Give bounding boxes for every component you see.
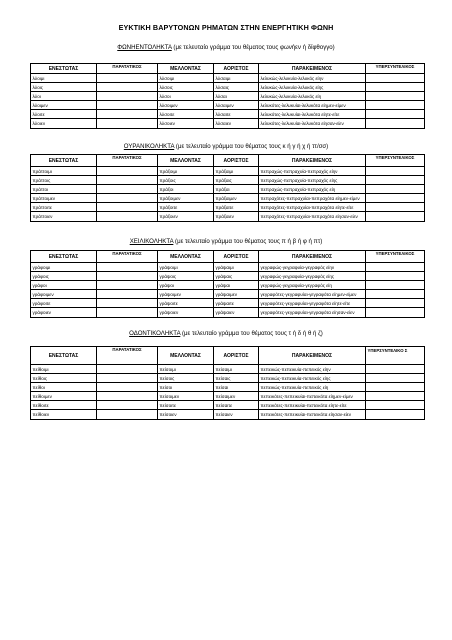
header-present: ΕΝΕΣΤΩΤΑΣ [31,251,97,263]
table-row [31,383,425,392]
cell-perfect: γεγραφότες-γεγραφυίαι-γεγραφότα είημεν-είμεν [259,290,366,299]
cell-pluperfect [366,203,425,212]
cell-perfect: πεπεικότες-πεπεικυίαι-πεπεικότα είημεν-είμεν [259,392,366,401]
cell-perfect: γεγραφότες-γεγραφυίαι-γεγραφότα είητε-είτε [259,299,366,308]
cell-perfect: γεγραφώς-γεγραφυία-γεγραφός είη [259,281,366,290]
cell-perfect: λελυκότες-λελυκυίαι-λελυκότα είημεν-είμεν [259,101,366,110]
cell-perfect: πεπεικώς-πεπεικυία-πεπεικός είη [259,383,366,392]
cell-present: γράφοιεν [31,308,97,317]
header-perfect: ΠΑΡΑΚΕΙΜΕΝΟΣ [259,64,366,74]
cell-present: πείθοις [31,374,97,383]
header-future: ΜΕΛΛΟΝΤΑΣ [158,64,214,74]
table-row [31,185,425,194]
header-pluperfect: ΥΠΕΡΣΥΝΤΕΛΙΚΟΣ [366,64,425,74]
section-heading-description: (με τελευταίο γράμμα του θέματος τους π ή β ή φ ή πτ) [173,238,323,245]
table-row [31,410,425,419]
table-row [31,392,425,401]
cell-future: γράψοι [158,281,214,290]
table-row [31,74,425,83]
cell-imperfect [97,383,158,392]
cell-future: πείσοι [158,383,214,392]
cell-aorist: γράψαιμεν [214,290,259,299]
table-header-row [31,155,425,167]
cell-pluperfect [366,185,425,194]
cell-present: πράττοιτε [31,203,97,212]
cell-future: πείσοιτε [158,401,214,410]
cell-aorist: γράψαι [214,281,259,290]
cell-aorist: γράψαιεν [214,308,259,317]
table-row [31,281,425,290]
cell-present: λύοιμι [31,74,97,83]
cell-present: πράττοι [31,185,97,194]
header-imperfect: ΠΑΡΑΤΑΤΙΚΟΣ [97,251,158,263]
cell-aorist: πράξαι [214,185,259,194]
cell-imperfect [97,263,158,272]
cell-present: λύοι [31,92,97,101]
cell-pluperfect [366,410,425,419]
cell-future: πράξοις [158,176,214,185]
cell-present: γράφοιτε [31,299,97,308]
cell-present: πράττοιμι [31,167,97,176]
cell-perfect: πεπεικώς-πεπεικυία-πεπεικός είην [259,365,366,374]
cell-future: λύσοιεν [158,119,214,128]
cell-present: γράφοι [31,281,97,290]
cell-future: λύσοι [158,92,214,101]
conjugation-table-vowel-stems [30,63,425,129]
cell-perfect: πεπραχώς-πεπραχυία-πεπραχός είην [259,167,366,176]
cell-pluperfect [366,281,425,290]
table-row [31,203,425,212]
cell-perfect: πεπραχώς-πεπραχυία-πεπραχός είης [259,176,366,185]
cell-future: γράψοιεν [158,308,214,317]
section-heading-description: (με τελευταίο γράμμα του θέματος τους κ ή γ ή χ ή ττ/σσ) [174,143,329,150]
table-header-row [31,251,425,263]
cell-aorist: γράψαιμι [214,263,259,272]
cell-present: πείθοιτε [31,401,97,410]
cell-aorist: λύσαιμεν [214,101,259,110]
cell-future: πείσοιεν [158,410,214,419]
cell-imperfect [97,203,158,212]
cell-present: πείθοιεν [31,410,97,419]
cell-present: λύοιεν [31,119,97,128]
header-aorist: ΑΟΡΙΣΤΟΣ [214,64,259,74]
header-imperfect: ΠΑΡΑΤΑΤΙΚΟΣ [97,155,158,167]
cell-pluperfect [366,383,425,392]
header-future: ΜΕΛΛΟΝΤΑΣ [158,347,214,365]
cell-future: πράξοιεν [158,212,214,221]
conjugation-table-dental-stems [30,346,425,420]
conjugation-table-velar-stems [30,154,425,222]
table-row [31,212,425,221]
cell-pluperfect [366,92,425,101]
cell-pluperfect [366,119,425,128]
header-aorist: ΑΟΡΙΣΤΟΣ [214,155,259,167]
cell-aorist: γράψαιτε [214,299,259,308]
header-perfect: ΠΑΡΑΚΕΙΜΕΝΟΣ [259,251,366,263]
cell-pluperfect [366,290,425,299]
cell-future: πείσοιμι [158,365,214,374]
cell-pluperfect [366,110,425,119]
cell-perfect: πεπραχότες-πεπραχυίαι-πεπραχότα είητε-είτε [259,203,366,212]
header-perfect: ΠΑΡΑΚΕΙΜΕΝΟΣ [259,347,366,365]
cell-aorist: πείσαιεν [214,410,259,419]
cell-future: λύσοιμι [158,74,214,83]
cell-perfect: γεγραφώς-γεγραφυία-γεγραφός είης [259,272,366,281]
table-row [31,263,425,272]
cell-future: πείσοις [158,374,214,383]
cell-perfect: πεπεικώς-πεπεικυία-πεπεικός είης [259,374,366,383]
cell-perfect: λελυκότες-λελυκυίαι-λελυκότα είησαν-είεν [259,119,366,128]
header-pluperfect: ΥΠΕΡΣΥΝΤΕΛΙΚΟ Σ [366,347,425,365]
cell-perfect: λελυκώς-λελυκυία-λελυκός είην [259,74,366,83]
cell-pluperfect [366,83,425,92]
table-row [31,374,425,383]
table-row [31,194,425,203]
cell-pluperfect [366,74,425,83]
section-heading-main: ΟΔΟΝΤΙΚΟΛΗΚΤΑ [129,330,181,337]
cell-future: λύσοιμεν [158,101,214,110]
cell-future: γράψοιμεν [158,290,214,299]
cell-pluperfect [366,167,425,176]
section-heading-description: (με τελευταίο γράμμα του θέματος τους τ ή δ ή θ ή ζ) [180,330,323,337]
cell-present: πράττοιεν [31,212,97,221]
cell-imperfect [97,119,158,128]
cell-imperfect [97,176,158,185]
cell-perfect: λελυκότες-λελυκυίαι-λελυκότα είητε-είτε [259,110,366,119]
header-imperfect: ΠΑΡΑΤΑΤΙΚΟΣ [97,347,158,365]
cell-aorist: πείσαιτε [214,401,259,410]
table-row [31,365,425,374]
cell-imperfect [97,167,158,176]
section-heading-main: ΧΕΙΛΙΚΟΛΗΚΤΑ [129,238,174,245]
cell-aorist: πείσαιμι [214,365,259,374]
cell-imperfect [97,401,158,410]
header-pluperfect: ΥΠΕΡΣΥΝΤΕΛΙΚΟΣ [366,251,425,263]
table-header-row [31,347,425,365]
cell-aorist: πείσαι [214,383,259,392]
cell-future: πράξοιμεν [158,194,214,203]
cell-imperfect [97,281,158,290]
cell-pluperfect [366,308,425,317]
cell-future: γράψοιτε [158,299,214,308]
cell-imperfect [97,110,158,119]
header-present: ΕΝΕΣΤΩΤΑΣ [31,155,97,167]
table-header-row [31,64,425,74]
cell-aorist: λύσαις [214,83,259,92]
cell-pluperfect [366,212,425,221]
cell-aorist: πράξαιεν [214,212,259,221]
cell-imperfect [97,194,158,203]
table-row [31,110,425,119]
cell-future: πείσοιμεν [158,392,214,401]
table-row [31,299,425,308]
cell-future: λύσοις [158,83,214,92]
cell-perfect: λελυκώς-λελυκυία-λελυκός είης [259,83,366,92]
table-row [31,92,425,101]
table-row [31,119,425,128]
section-heading-labial-stems [0,238,452,245]
cell-future: γράψοις [158,272,214,281]
header-pluperfect: ΥΠΕΡΣΥΝΤΕΛΙΚΟΣ [366,155,425,167]
cell-imperfect [97,290,158,299]
cell-perfect: λελυκώς-λελυκυία-λελυκός είη [259,92,366,101]
table-row [31,176,425,185]
table-row [31,401,425,410]
cell-present: γράφοιμεν [31,290,97,299]
cell-pluperfect [366,194,425,203]
cell-aorist: λύσαιμι [214,74,259,83]
cell-imperfect [97,308,158,317]
cell-future: πράξοιμι [158,167,214,176]
cell-aorist: πράξαιτε [214,203,259,212]
header-aorist: ΑΟΡΙΣΤΟΣ [214,347,259,365]
header-present: ΕΝΕΣΤΩΤΑΣ [31,64,97,74]
cell-present: λύοις [31,83,97,92]
cell-perfect: πεπραχότες-πεπραχυίαι-πεπραχότα είημεν-είμεν [259,194,366,203]
cell-future: λύσοιτε [158,110,214,119]
cell-present: γράφοις [31,272,97,281]
section-heading-main: ΟΥΡΑΝΙΚΟΛΗΚΤΑ [123,143,175,150]
cell-pluperfect [366,263,425,272]
cell-pluperfect [366,401,425,410]
section-heading-main: ΦΩΝΗΕΝΤΟΛΗΚΤΑ [117,44,172,51]
table-row [31,101,425,110]
cell-imperfect [97,101,158,110]
cell-present: πείθοι [31,383,97,392]
cell-perfect: πεπραχότες-πεπραχυίαι-πεπραχότα είησαν-είεν [259,212,366,221]
table-row [31,308,425,317]
cell-pluperfect [366,392,425,401]
cell-perfect: γεγραφότες-γεγραφυίαι-γεγραφότα είησαν-είεν [259,308,366,317]
cell-aorist: πράξαιμεν [214,194,259,203]
section-heading-description: (με τελευταίο γράμμα του θέματος τους φωνήεν ή δίφθογγο) [171,44,335,51]
cell-imperfect [97,410,158,419]
header-future: ΜΕΛΛΟΝΤΑΣ [158,155,214,167]
cell-imperfect [97,185,158,194]
page-title: ΕΥΚΤΙΚΗ ΒΑΡΥΤΟΝΩΝ ΡΗΜΑΤΩΝ ΣΤΗΝ ΕΝΕΡΓΗΤΙΚΗ ΦΩΝΗ [118,23,334,32]
cell-present: πείθοιμι [31,365,97,374]
cell-aorist: γράψαις [214,272,259,281]
cell-pluperfect [366,101,425,110]
table-row [31,83,425,92]
cell-pluperfect [366,299,425,308]
cell-aorist: πείσαιμεν [214,392,259,401]
header-imperfect: ΠΑΡΑΤΑΤΙΚΟΣ [97,64,158,74]
header-perfect: ΠΑΡΑΚΕΙΜΕΝΟΣ [259,155,366,167]
table-row [31,290,425,299]
cell-perfect: γεγραφώς-γεγραφυία-γεγραφός είην [259,263,366,272]
conjugation-table-labial-stems [30,250,425,318]
cell-imperfect [97,392,158,401]
cell-future: πράξοι [158,185,214,194]
cell-aorist: πείσαις [214,374,259,383]
cell-aorist: λύσαιεν [214,119,259,128]
table-row [31,167,425,176]
table-row [31,272,425,281]
cell-present: πράττοιμεν [31,194,97,203]
cell-present: λύοιτε [31,110,97,119]
cell-future: γράψοιμι [158,263,214,272]
header-present: ΕΝΕΣΤΩΤΑΣ [31,347,97,365]
cell-aorist: πράξαις [214,176,259,185]
cell-aorist: πράξαιμι [214,167,259,176]
section-heading-vowel-stems [0,44,452,51]
section-heading-dental-stems [0,330,452,337]
cell-pluperfect [366,374,425,383]
cell-imperfect [97,374,158,383]
cell-perfect: πεπεικότες-πεπεικυίαι-πεπεικότα είητε-είτε [259,401,366,410]
cell-pluperfect [366,176,425,185]
header-aorist: ΑΟΡΙΣΤΟΣ [214,251,259,263]
cell-imperfect [97,272,158,281]
section-heading-velar-stems [0,143,452,150]
cell-perfect: πεπραχώς-πεπραχυία-πεπραχός είη [259,185,366,194]
cell-present: γράφοιμι [31,263,97,272]
cell-pluperfect [366,272,425,281]
cell-imperfect [97,92,158,101]
cell-present: πείθοιμεν [31,392,97,401]
cell-aorist: λύσαι [214,92,259,101]
cell-future: πράξοιτε [158,203,214,212]
cell-present: λύοιμεν [31,101,97,110]
header-future: ΜΕΛΛΟΝΤΑΣ [158,251,214,263]
cell-imperfect [97,299,158,308]
cell-imperfect [97,74,158,83]
cell-aorist: λύσαιτε [214,110,259,119]
cell-pluperfect [366,365,425,374]
cell-perfect: πεπεικότες-πεπεικυίαι-πεπεικότα είησαν-είεν [259,410,366,419]
cell-imperfect [97,83,158,92]
cell-imperfect [97,212,158,221]
cell-imperfect [97,365,158,374]
cell-present: πράττοις [31,176,97,185]
